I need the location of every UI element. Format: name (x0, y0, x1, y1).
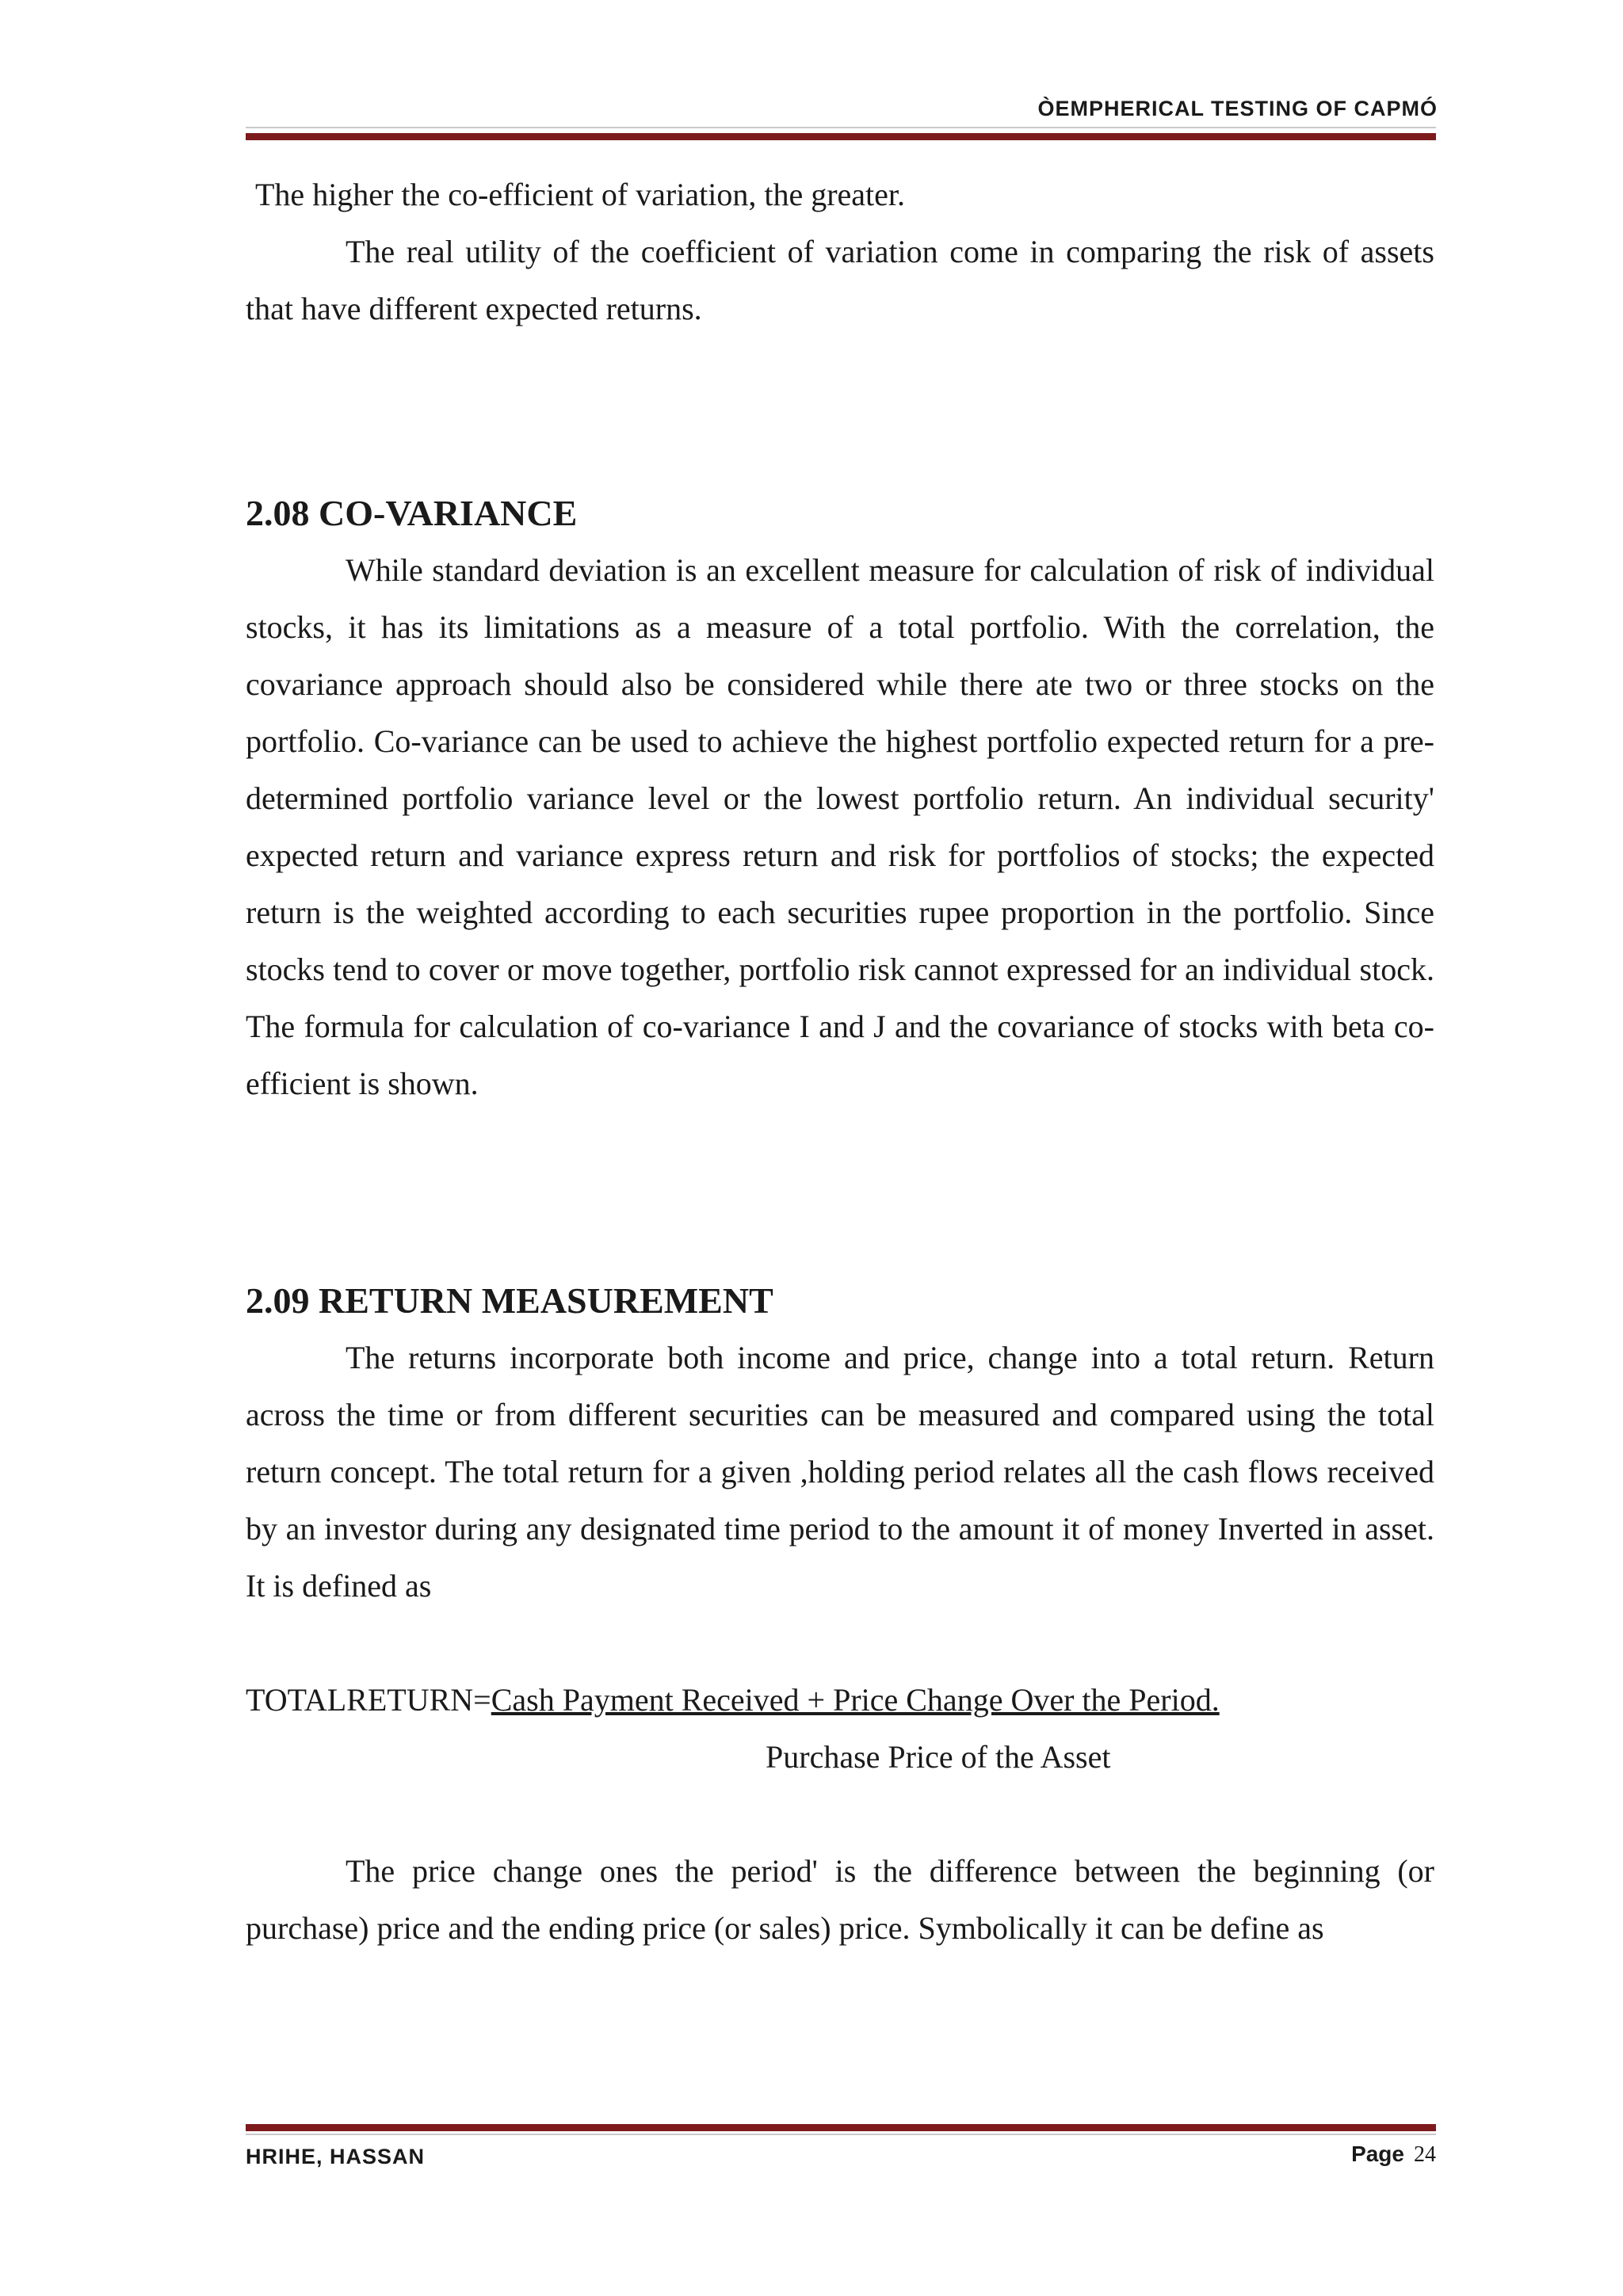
spacer (246, 338, 1434, 485)
footer-author: HRIHE, HASSAN (246, 2145, 426, 2168)
section-heading-return-measurement: 2.09 RETURN MEASUREMENT (246, 1280, 773, 1321)
formula-denominator: Purchase Price of the Asset (766, 1739, 1111, 1775)
formula-label: TOTALRETURN= (246, 1682, 491, 1718)
spacer (246, 1615, 1434, 1672)
intro-line: The higher the co-efficient of variation, the greater. (255, 177, 905, 212)
price-change-paragraph: The price change ones the period' is the difference between the beginning (or purchase) price and the ending price (or sales) price. Symbolically it can be define as (246, 1853, 1434, 1946)
header-rule-thin (246, 127, 1436, 128)
header-rule-thick (246, 133, 1436, 140)
section-return-measurement (246, 1272, 1434, 1957)
footer-rule-thin (246, 2134, 1436, 2135)
page-body (246, 166, 1434, 1957)
footer-rule-thick (246, 2124, 1436, 2131)
return-paragraph: The returns incorporate both income and price, change into a total return. Return across the time or from different securities can be measured and compared using the total return concept. The total return for a given ,holding period relates all the cash flows received by an investor during any designated time period to the amount it of money Inverted in asset. It is defined as (246, 1340, 1434, 1604)
running-header-title: ÒEMPHERICAL TESTING OF CAPMÓ (1037, 97, 1438, 120)
footer-page-label: Page (1351, 2142, 1404, 2166)
footer-page-info (1351, 2142, 1436, 2168)
section-covariance (246, 485, 1434, 1112)
section-heading-covariance: 2.08 CO-VARIANCE (246, 493, 578, 533)
formula-numerator: Cash Payment Received + Price Change Over the Period. (491, 1682, 1220, 1718)
spacer (246, 1112, 1434, 1272)
page-number: 24 (1414, 2142, 1436, 2167)
intro-paragraph: The real utility of the coefficient of variation come in comparing the risk of assets that have different expected returns. (246, 234, 1434, 326)
spacer (246, 1786, 1434, 1843)
total-return-formula (246, 1672, 1434, 1729)
covariance-paragraph: While standard deviation is an excellent measure for calculation of risk of individual stocks, it has its limitations as a measure of a total portfolio. With the correlation, the covariance approach should also be considered while there ate two or three stocks on the portfolio. Co-variance can be used to achieve the highest portfolio expected return for a pre-determined portfolio variance level or the lowest portfolio return. An individual security' expected return and variance express return and risk for portfolios of stocks; the expected return is the weighted according to each securities rupee proportion in the portfolio. Since stocks tend to cover or move together, portfolio risk cannot expressed for an individual stock. The formula for calculation of co-variance I and J and the covariance of stocks with beta co-efficient is shown. (246, 552, 1434, 1101)
